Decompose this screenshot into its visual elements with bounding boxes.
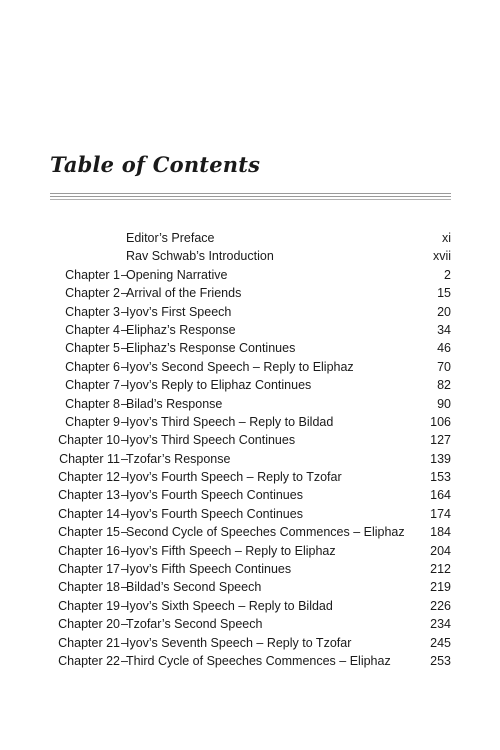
toc-entry-title: Eliphaz’s Response Continues bbox=[126, 341, 296, 356]
toc-dash: – bbox=[121, 562, 128, 577]
toc-page-number: 70 bbox=[437, 359, 451, 374]
toc-page-number: 15 bbox=[437, 286, 451, 301]
toc-entry-title: Iyov’s Third Speech – Reply to Bildad bbox=[126, 414, 334, 429]
toc-dash: – bbox=[121, 304, 128, 319]
toc-chapter-number: Chapter 18 bbox=[58, 580, 120, 595]
toc-dash: – bbox=[121, 322, 128, 337]
toc-entry bbox=[0, 597, 500, 615]
toc-chapter-number: Chapter 15 bbox=[58, 525, 120, 540]
toc-entry-title: Arrival of the Friends bbox=[126, 286, 242, 301]
toc-dash: – bbox=[121, 341, 128, 356]
toc-chapter-number: Chapter 10 bbox=[58, 433, 120, 448]
toc-entry-title: Iyov’s Fifth Speech – Reply to Eliphaz bbox=[126, 543, 336, 558]
toc-dash: – bbox=[121, 580, 128, 595]
toc-entry-title: Tzofar’s Response bbox=[126, 451, 231, 466]
title-rule-top bbox=[50, 193, 451, 194]
toc-entry bbox=[0, 413, 500, 431]
toc-page-number: 127 bbox=[430, 433, 451, 448]
toc-entry-title: Bildad’s Second Speech bbox=[126, 580, 262, 595]
toc-dash: – bbox=[121, 286, 128, 301]
toc-page-number: 90 bbox=[437, 396, 451, 411]
toc-list bbox=[0, 229, 500, 670]
toc-page-number: 106 bbox=[430, 414, 451, 429]
toc-page-number: 2 bbox=[444, 267, 451, 282]
toc-page-number: 204 bbox=[430, 543, 451, 558]
toc-dash: – bbox=[121, 267, 128, 282]
toc-page-number: 139 bbox=[430, 451, 451, 466]
toc-entry bbox=[0, 229, 500, 247]
toc-entry bbox=[0, 303, 500, 321]
toc-chapter-number: Chapter 14 bbox=[58, 506, 120, 521]
toc-entry bbox=[0, 615, 500, 633]
toc-chapter-number: Chapter 9 bbox=[65, 414, 120, 429]
toc-page-number: 253 bbox=[430, 653, 451, 668]
toc-entry bbox=[0, 358, 500, 376]
toc-chapter-number: Chapter 5 bbox=[65, 341, 120, 356]
toc-entry-title: Iyov’s Sixth Speech – Reply to Bildad bbox=[126, 598, 333, 613]
toc-entry-title: Bilad’s Response bbox=[126, 396, 223, 411]
toc-page-number: 184 bbox=[430, 525, 451, 540]
toc-chapter-number: Chapter 4 bbox=[65, 322, 120, 337]
toc-chapter-number: Chapter 3 bbox=[65, 304, 120, 319]
toc-chapter-number: Chapter 22 bbox=[58, 653, 120, 668]
toc-dash: – bbox=[121, 653, 128, 668]
toc-entry-title: Iyov’s Fourth Speech – Reply to Tzofar bbox=[126, 470, 342, 485]
toc-entry-title: Iyov’s Fifth Speech Continues bbox=[126, 562, 292, 577]
toc-dash: – bbox=[121, 506, 128, 521]
toc-dash: – bbox=[121, 525, 128, 540]
toc-entry bbox=[0, 266, 500, 284]
toc-entry bbox=[0, 486, 500, 504]
toc-entry bbox=[0, 247, 500, 265]
toc-chapter-number: Chapter 20 bbox=[58, 617, 120, 632]
toc-dash: – bbox=[121, 378, 128, 393]
toc-page-number: 245 bbox=[430, 635, 451, 650]
toc-entry-title: Iyov’s Seventh Speech – Reply to Tzofar bbox=[126, 635, 352, 650]
toc-page-number: 46 bbox=[437, 341, 451, 356]
toc-dash: – bbox=[121, 433, 128, 448]
toc-entry bbox=[0, 321, 500, 339]
toc-entry bbox=[0, 431, 500, 449]
toc-chapter-number: Chapter 2 bbox=[65, 286, 120, 301]
toc-entry bbox=[0, 560, 500, 578]
toc-dash: – bbox=[121, 543, 128, 558]
toc-entry-title: Editor’s Preface bbox=[126, 231, 215, 245]
toc-page-number: 164 bbox=[430, 488, 451, 503]
page-title: Table of Contents bbox=[50, 152, 261, 177]
toc-chapter-number: Chapter 16 bbox=[58, 543, 120, 558]
toc-page-number: 20 bbox=[437, 304, 451, 319]
toc-dash: – bbox=[121, 414, 128, 429]
toc-chapter-number: Chapter 7 bbox=[65, 378, 120, 393]
toc-page-number: xi bbox=[441, 231, 451, 245]
toc-chapter-number: Chapter 6 bbox=[65, 359, 120, 374]
toc-dash: – bbox=[121, 635, 128, 650]
toc-page-number: 153 bbox=[430, 470, 451, 485]
toc-chapter-number: Chapter 12 bbox=[58, 470, 120, 485]
toc-chapter-number: Chapter 8 bbox=[65, 396, 120, 411]
toc-page-number: 219 bbox=[430, 580, 451, 595]
toc-entry-title: Second Cycle of Speeches Commences – Eliphaz bbox=[126, 525, 405, 540]
toc-entry-title: Opening Narrative bbox=[126, 267, 228, 282]
toc-dash: – bbox=[121, 396, 128, 411]
toc-entry-title: Tzofar’s Second Speech bbox=[126, 617, 263, 632]
toc-entry bbox=[0, 578, 500, 596]
toc-entry bbox=[0, 542, 500, 560]
toc-entry-title: Iyov’s Fourth Speech Continues bbox=[126, 506, 303, 521]
toc-page-number: 234 bbox=[430, 617, 451, 632]
toc-dash: – bbox=[121, 470, 128, 485]
toc-dash: – bbox=[121, 451, 128, 466]
toc-entry bbox=[0, 395, 500, 413]
toc-chapter-number: Chapter 1 bbox=[65, 267, 120, 282]
toc-chapter-number: Chapter 13 bbox=[58, 488, 120, 503]
toc-entry bbox=[0, 634, 500, 652]
toc-dash: – bbox=[121, 598, 128, 613]
toc-dash: – bbox=[121, 617, 128, 632]
title-rule-middle bbox=[50, 196, 451, 197]
toc-entry bbox=[0, 523, 500, 541]
toc-entry-title: Iyov’s First Speech bbox=[126, 304, 232, 319]
toc-entry-title: Rav Schwab’s Introduction bbox=[126, 249, 274, 264]
toc-page-number: 82 bbox=[437, 378, 451, 393]
toc-page-number: 212 bbox=[430, 562, 451, 577]
toc-entry-title: Iyov’s Fourth Speech Continues bbox=[126, 488, 303, 503]
toc-entry-title: Iyov’s Third Speech Continues bbox=[126, 433, 296, 448]
toc-page-number: 226 bbox=[430, 598, 451, 613]
toc-entry bbox=[0, 505, 500, 523]
toc-entry-title: Third Cycle of Speeches Commences – Eliphaz bbox=[126, 653, 391, 668]
toc-entry-title: Eliphaz’s Response bbox=[126, 322, 236, 337]
toc-dash: – bbox=[121, 488, 128, 503]
toc-chapter-number: Chapter 21 bbox=[58, 635, 120, 650]
toc-entry bbox=[0, 450, 500, 468]
title-rule-bottom bbox=[50, 199, 451, 200]
toc-chapter-number: Chapter 11 bbox=[59, 451, 120, 466]
toc-entry bbox=[0, 652, 500, 670]
toc-entry bbox=[0, 468, 500, 486]
toc-entry bbox=[0, 284, 500, 302]
toc-entry-title: Iyov’s Reply to Eliphaz Continues bbox=[126, 378, 312, 393]
toc-entry-title: Iyov’s Second Speech – Reply to Eliphaz bbox=[126, 359, 354, 374]
toc-dash: – bbox=[121, 359, 128, 374]
toc-entry bbox=[0, 376, 500, 394]
toc-page-number: xvii bbox=[432, 249, 451, 264]
toc-page-number: 174 bbox=[430, 506, 451, 521]
toc-chapter-number: Chapter 17 bbox=[58, 562, 120, 577]
toc-page-number: 34 bbox=[437, 322, 451, 337]
toc-entry bbox=[0, 339, 500, 357]
toc-chapter-number: Chapter 19 bbox=[58, 598, 120, 613]
